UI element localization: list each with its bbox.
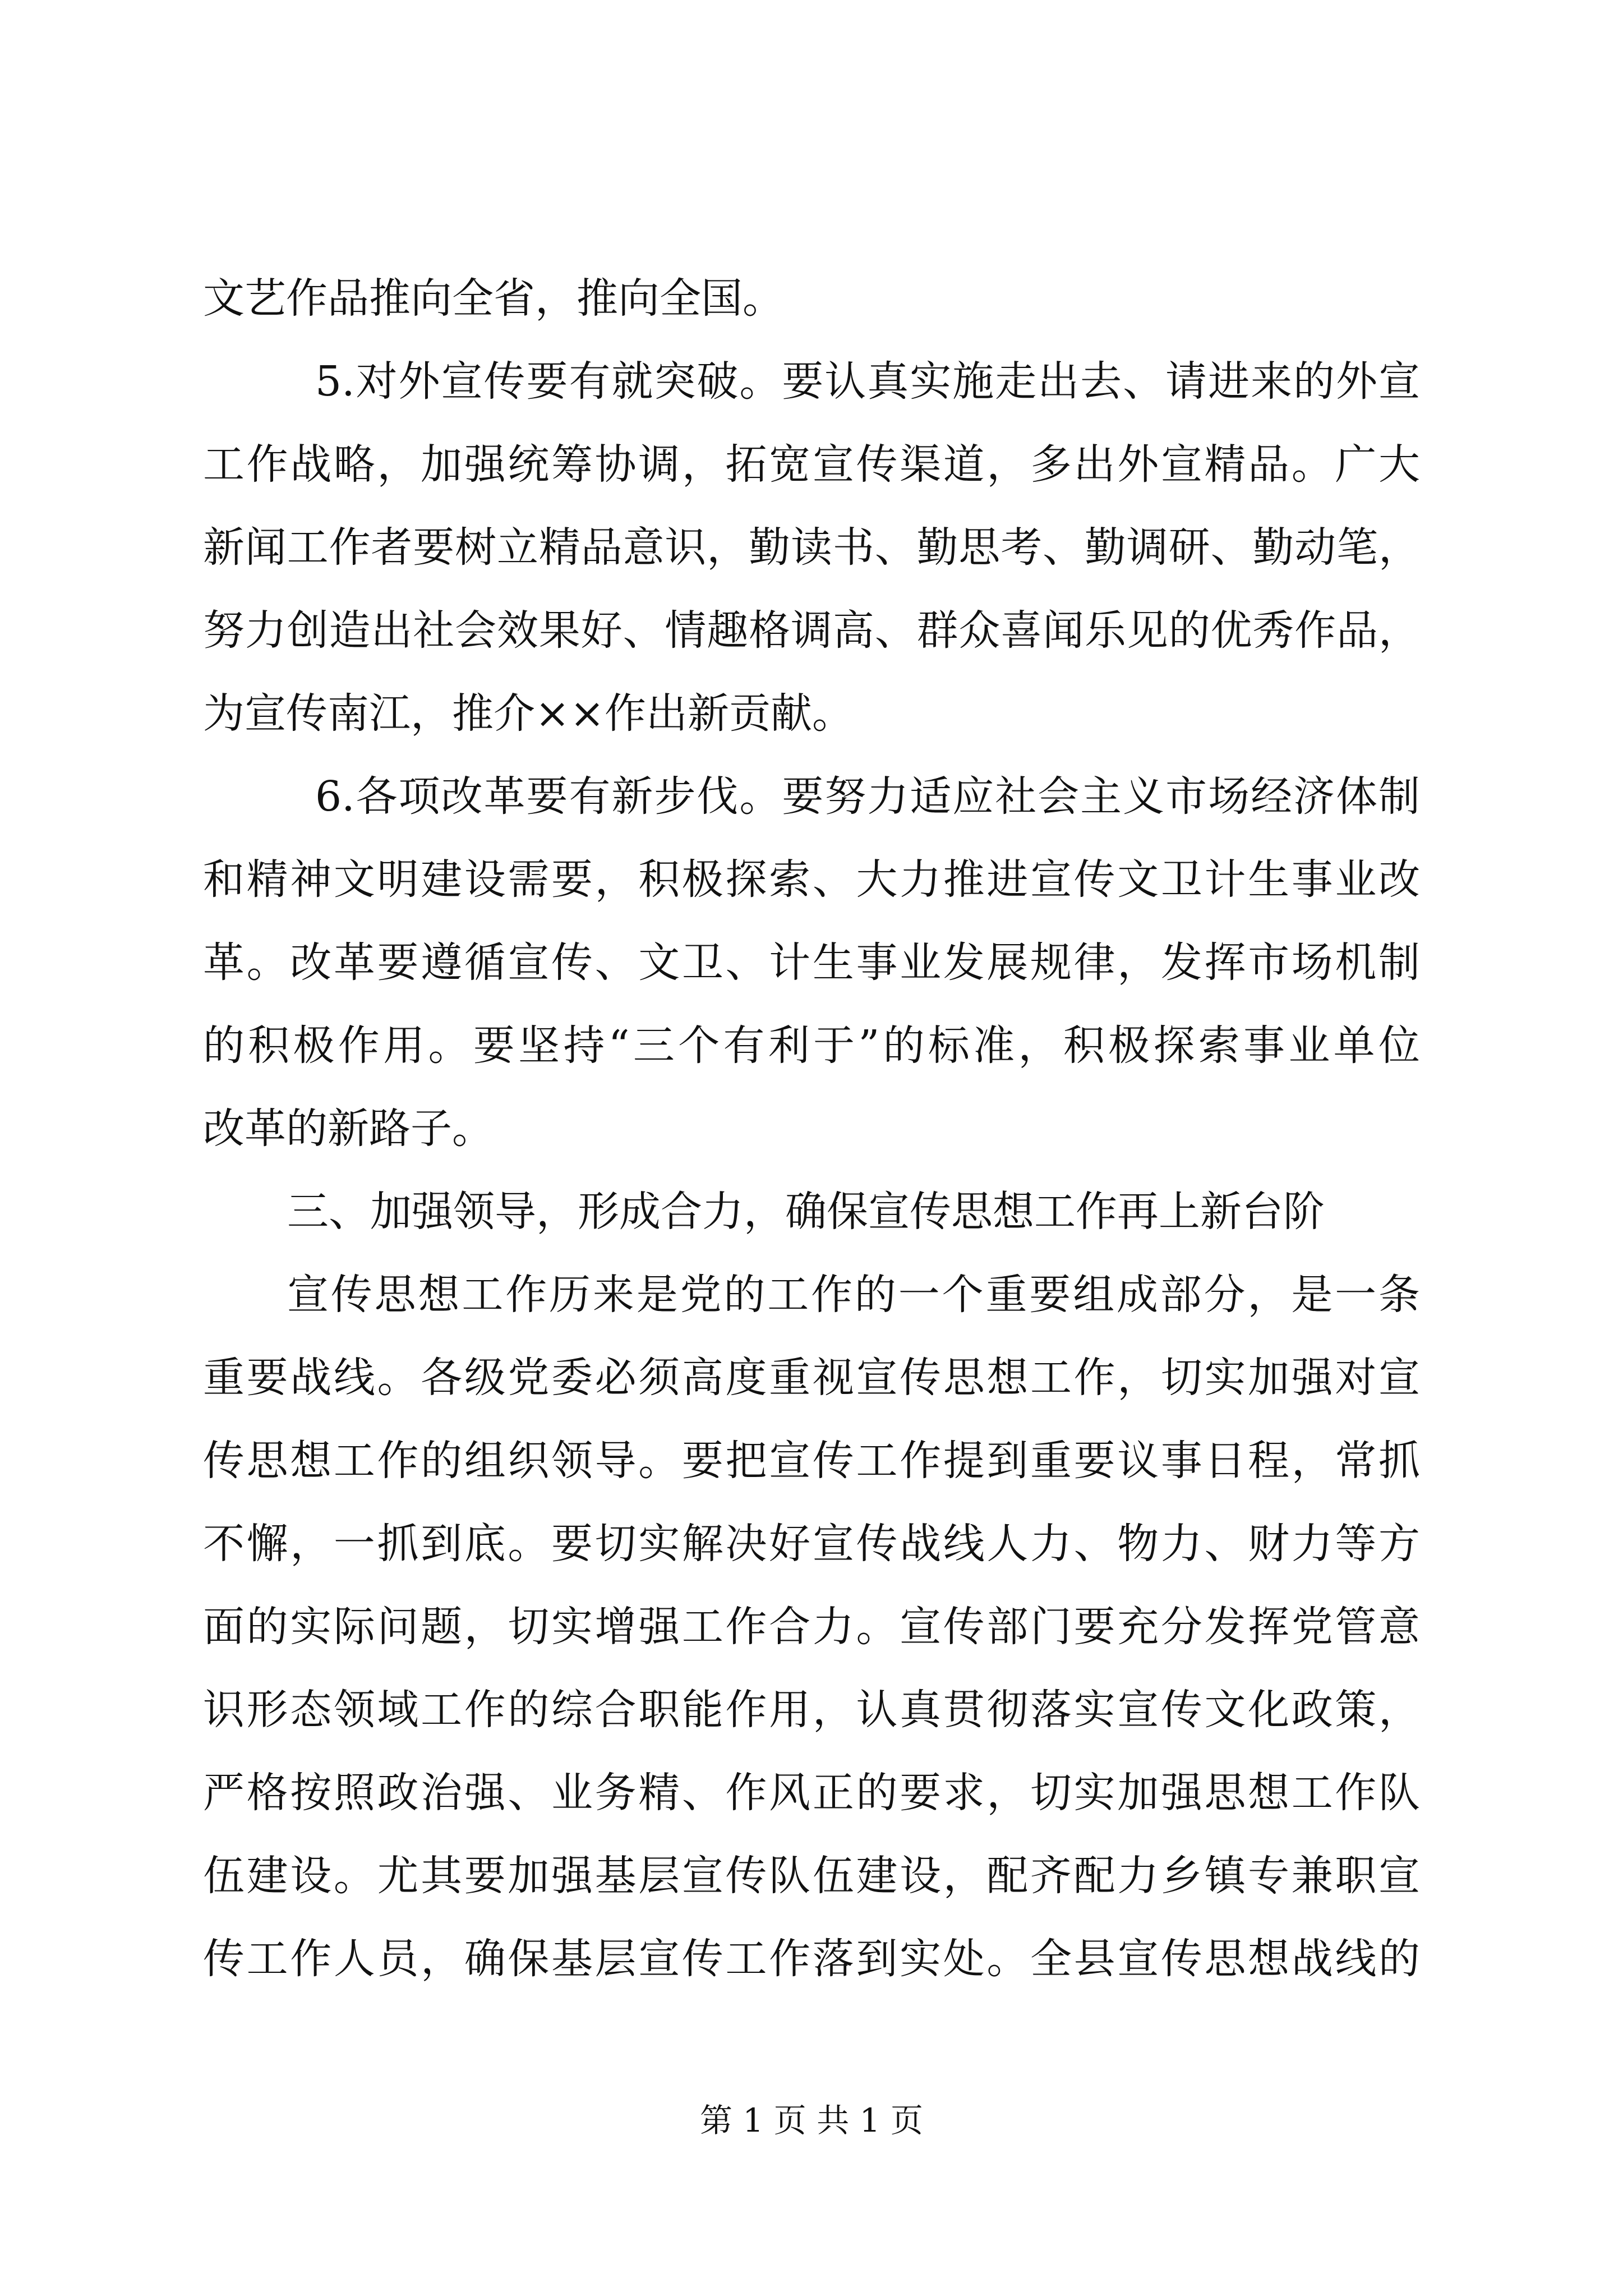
text-line: 工作战略，加强统筹协调，拓宽宣传渠道，多出外宣精品。广大: [203, 440, 1420, 489]
page-footer: 第 1 页 共 1 页: [700, 2101, 923, 2139]
text-line: 改革的新路子。: [203, 1105, 494, 1153]
text-line: 新闻工作者要树立精品意识，勤读书、勤思考、勤调研、勤动笔，: [203, 523, 1420, 572]
text-line: 面的实际问题，切实增强工作合力。宣传部门要充分发挥党管意: [203, 1603, 1420, 1651]
text-line: 传工作人员，确保基层宣传工作落到实处。全县宣传思想战线的: [203, 1935, 1420, 1983]
text-line: 努力创造出社会效果好、情趣格调高、群众喜闻乐见的优秀作品，: [203, 606, 1420, 655]
text-line: 严格按照政治强、业务精、作风正的要求，切实加强思想工作队: [203, 1769, 1420, 1817]
text-line: 不懈，一抓到底。要切实解决好宣传战线人力、物力、财力等方: [203, 1520, 1420, 1568]
text-line: 识形态领域工作的综合职能作用，认真贯彻落实宣传文化政策，: [203, 1686, 1420, 1734]
text-line: 6.各项改革要有新步伐。要努力适应社会主义市场经济体制: [315, 772, 1420, 821]
text-line: 革。改革要遵循宣传、文卫、计生事业发展规律，发挥市场机制: [203, 938, 1420, 987]
text-line: 伍建设。尤其要加强基层宣传队伍建设，配齐配力乡镇专兼职宣: [203, 1852, 1420, 1900]
text-line: 5.对外宣传要有就突破。要认真实施走出去、请进来的外宣: [315, 357, 1420, 406]
text-line: 重要战线。各级党委必须高度重视宣传思想工作，切实加强对宣: [203, 1354, 1420, 1402]
text-line: 传思想工作的组织领导。要把宣传工作提到重要议事日程，常抓: [203, 1437, 1420, 1485]
text-line: 和精神文明建设需要，积极探索、大力推进宣传文卫计生事业改: [203, 855, 1420, 904]
text-line: 三、加强领导，形成合力，确保宣传思想工作再上新台阶: [287, 1188, 1325, 1236]
document-body: [203, 257, 1420, 2000]
text-line: 为宣传南江，推介××作出新贡献。: [203, 689, 854, 738]
text-line: 文艺作品推向全省，推向全国。: [203, 274, 784, 323]
text-line: 的积极作用。要坚持“三个有利于”的标准，积极探索事业单位: [203, 1022, 1420, 1070]
text-line: 宣传思想工作历来是党的工作的一个重要组成部分，是一条: [287, 1271, 1420, 1319]
